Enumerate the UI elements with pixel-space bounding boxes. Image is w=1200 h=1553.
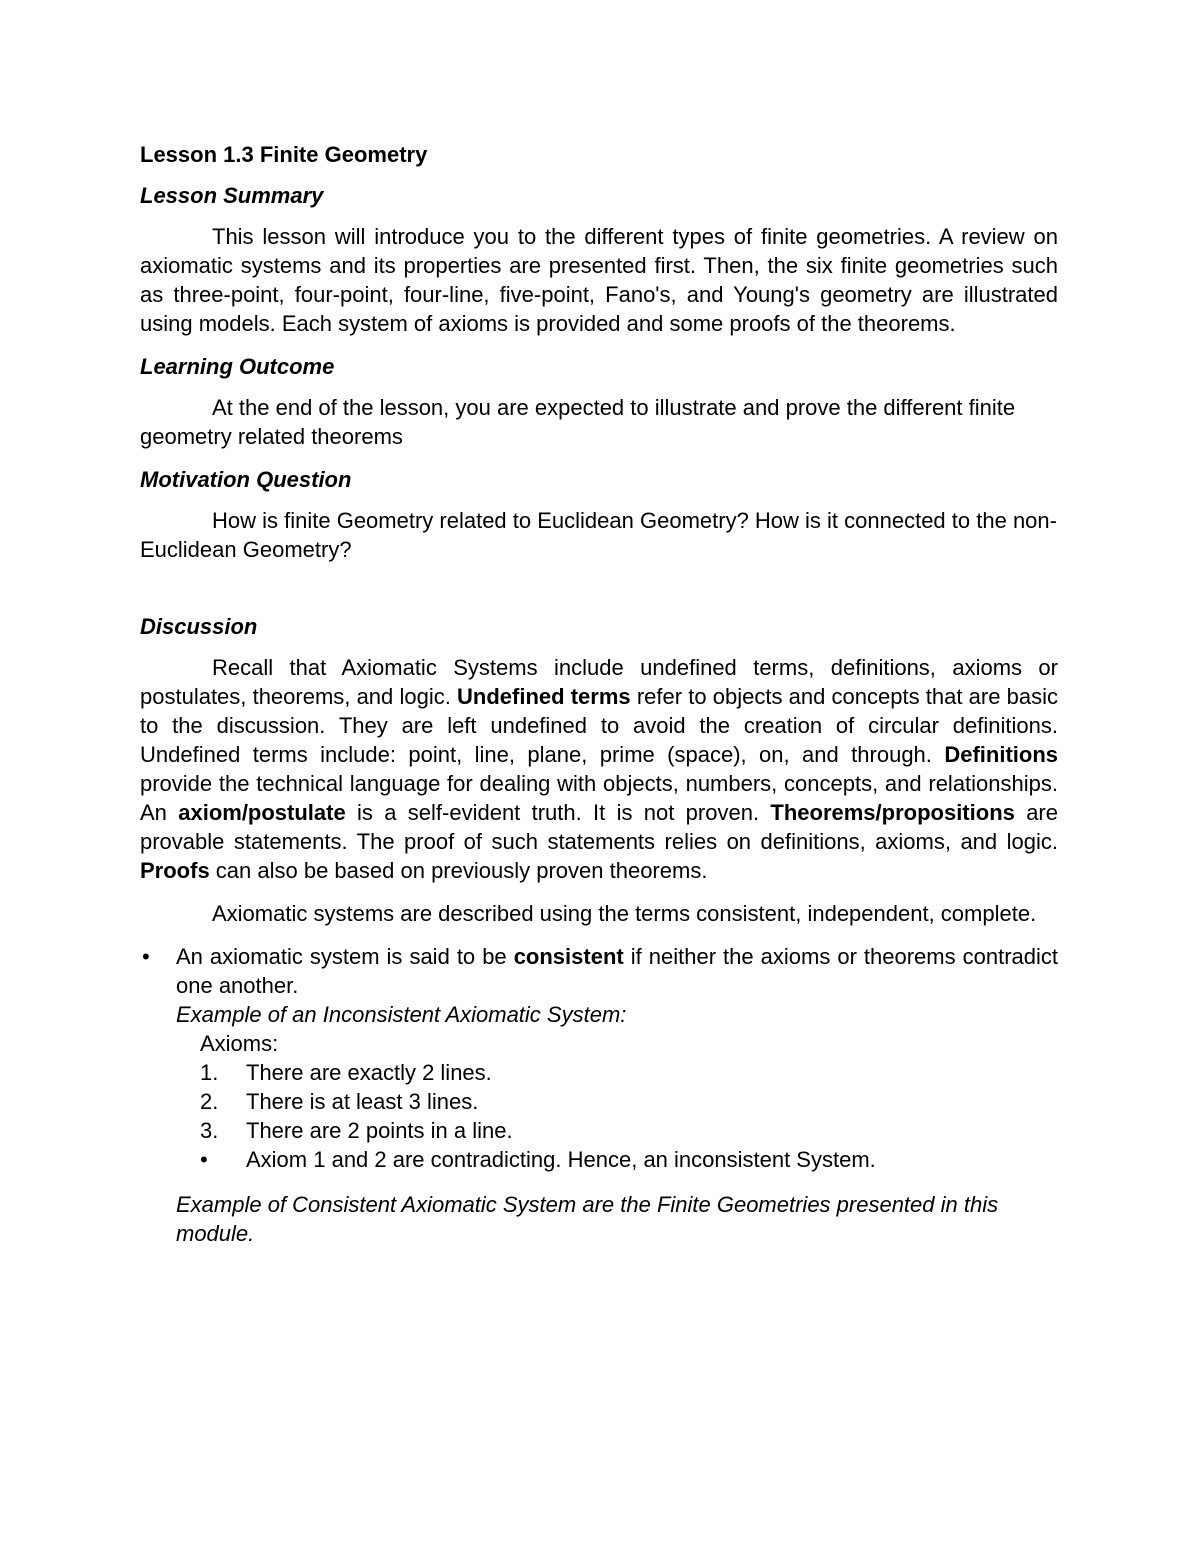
axiom-item — [200, 1058, 1058, 1087]
conclusion-item — [200, 1145, 1058, 1174]
axiom-list — [176, 1058, 1058, 1174]
bullet-icon: • — [200, 1147, 208, 1172]
text-run: is a self-evident truth. It is not proven. — [345, 800, 771, 825]
summary-paragraph: This lesson will introduce you to the different types of finite geometries. A review on axiomatic systems and its properties are presented first. Then, the six finite geometries such as three-point, four-point, four-line, five-point, Fano's, and Young's geometry are illustrated using models. Each system of axioms is provided and some proofs of the theorems. — [140, 224, 1058, 336]
section-spacer — [140, 578, 1058, 612]
term-consistent: consistent — [513, 944, 624, 969]
discussion-paragraph-1 — [140, 653, 1058, 885]
term-undefined-terms: Undefined terms — [457, 684, 631, 709]
bullet-consistent — [140, 942, 1058, 1174]
text-run: provide the technical language for dealing with objects, numbers, concepts, and relationships. An — [140, 771, 1058, 825]
outcome-heading: Learning Outcome — [140, 354, 335, 379]
text-run: refer to objects and concepts that are basic to the discussion. They are left undefined to avoid the creation of circular definitions. Undefined terms include: point, line, plane, prime (space), on, and through. — [140, 684, 1058, 767]
conclusion-text: Axiom 1 and 2 are contradicting. Hence, an inconsistent System. — [246, 1147, 876, 1172]
bullet-list — [140, 942, 1058, 1174]
bullet-icon: • — [142, 944, 150, 969]
motivation-heading: Motivation Question — [140, 467, 352, 492]
summary-heading: Lesson Summary — [140, 183, 324, 208]
text-run: are provable statements. The proof of such statements relies on definitions, axioms, and logic. — [140, 800, 1058, 854]
text-run: if neither the axioms or theorems contradict one another. — [176, 944, 1059, 998]
axioms-block — [176, 1029, 1058, 1058]
discussion-heading: Discussion — [140, 614, 258, 639]
term-axiom-postulate: axiom/postulate — [178, 800, 346, 825]
term-proofs: Proofs — [140, 858, 210, 883]
motivation-paragraph: How is finite Geometry related to Euclidean Geometry? How is it connected to the non-Euclidean Geometry? — [140, 508, 1057, 562]
axiom-text: There is at least 3 lines. — [246, 1089, 479, 1114]
term-theorems-propositions: Theorems/propositions — [770, 800, 1015, 825]
text-run: can also be based on previously proven theorems. — [209, 858, 708, 883]
axiom-text: There are 2 points in a line. — [246, 1118, 513, 1143]
axioms-label: Axioms: — [200, 1031, 279, 1056]
document-page — [140, 140, 1058, 1248]
axiom-number: 1. — [200, 1060, 219, 1085]
text-run: Recall that Axiomatic Systems include undefined terms, definitions, axioms or postulates, theorems, and logic. — [140, 655, 1058, 709]
example-label: Example of an Inconsistent Axiomatic System: — [176, 1002, 627, 1027]
text-run: An axiomatic system is said to be — [176, 944, 514, 969]
outcome-paragraph: At the end of the lesson, you are expected to illustrate and prove the different finite geometry related theorems — [140, 395, 1016, 449]
axiom-text: There are exactly 2 lines. — [246, 1060, 492, 1085]
axiom-item — [200, 1087, 1058, 1116]
discussion-paragraph-2: Axiomatic systems are described using the terms consistent, independent, complete. — [212, 901, 1037, 926]
lesson-title: Lesson 1.3 Finite Geometry — [140, 142, 428, 167]
axiom-item — [200, 1116, 1058, 1145]
axiom-number: 2. — [200, 1089, 219, 1114]
bullet-text — [176, 942, 1058, 1000]
axiom-number: 3. — [200, 1118, 219, 1143]
closing-example: Example of Consistent Axiomatic System are the Finite Geometries presented in this module. — [176, 1192, 999, 1246]
term-definitions: Definitions — [944, 742, 1058, 767]
